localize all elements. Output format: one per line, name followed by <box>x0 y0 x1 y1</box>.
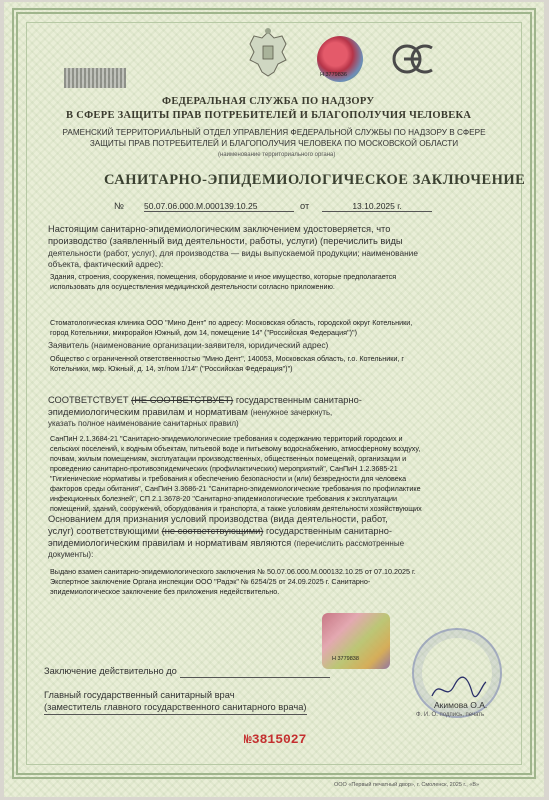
division-caption: (наименование территориального органа) <box>218 152 336 158</box>
validity-line <box>180 677 330 678</box>
signer-name: Акимова О.А. <box>434 700 488 710</box>
signer-title-deputy: (заместитель главного государственного санитарного врача) <box>44 702 307 715</box>
agency-line-2: В СФЕРЕ ЗАЩИТЫ ПРАВ ПОТРЕБИТЕЛЕЙ И БЛАГОПОЛУЧИЯ ЧЕЛОВЕКА <box>66 110 472 121</box>
date-label: от <box>300 201 310 211</box>
certificate-date: 13.10.2025 г. <box>322 201 432 212</box>
document-title: САНИТАРНО-ЭПИДЕМИОЛОГИЧЕСКОЕ ЗАКЛЮЧЕНИЕ <box>104 172 526 188</box>
serial-number: №3815027 <box>244 732 307 747</box>
signer-caption: Ф. И. О. подпись, печать <box>416 712 485 718</box>
printer-info: ООО «Первый печатный двор», г. Смоленск, 2025 г., «В» <box>334 782 480 788</box>
certificate-number: 50.07.06.000.М.000139.10.25 <box>144 201 294 212</box>
certificate-sheet: Н 3779836 ФЕДЕРАЛЬНАЯ СЛУЖБА ПО НАДЗОРУ В СФЕРЕ ЗАЩИТЫ ПРАВ ПОТРЕБИТЕЛЕЙ И БЛАГОПОЛУЧИЯ ЧЕЛОВЕКА РАМЕНСКИЙ ТЕРРИТОРИАЛЬНЫЙ ОТДЕЛ УПРАВЛЕНИЯ ФЕДЕРАЛЬНОЙ СЛУЖБЫ ПО НАДЗОРУ В СФЕРЕ ЗАЩИТЫ ПРАВ ПОТРЕБИТЕЛЕЙ И БЛАГОПОЛУЧИЯ ЧЕЛОВЕКА ПО МОСКОВСКОЙ ОБЛАСТИ (наименование территориального органа) САНИТАРНО-ЭПИДЕМИОЛОГИЧЕСКОЕ ЗАКЛЮЧЕНИЕ № 50.07.06.000.М.000139.10.25 от 13.10.2025 г. Настоящим санитарно-эпидемиологическим заключением удостоверяется, что производство (заявленный вид деятельности, работы, услуги) (перечислить виды деятельности (работ, услуг), для производства — виды выпускаемой продукции; наименование объекта, фактический адрес): Здания, строения, сооружения, помещения, оборудование и иное имущество, которые предполагается использовать для осуществления медицинской деятельности согласно приложению. Стоматологическая клиника ООО "Мино Дент" по адресу: Московская область, городской округ Котельники, город Котельники, микрорайон Южный, дом 14, помещение 14" ("Российская Федерация")") Заявитель (наименование организации-заявителя, юридический адрес) Общество с ограниченной ответственностью "Мино Дент", 140053, Московская область, г.о. Котельники, г Котельники, мкр. Южный, д. 14, эт/пом 1/14" ("Российская Федерация")") СООТВЕТСТВУЕТ (НЕ СООТВЕТСТВУЕТ) государственным санитарно- эпидемиологическим правилам и нормативам (ненужное зачеркнуть, указать полное наименование санитарных правил) СанПиН 2.1.3684-21 "Санитарно-эпидемиологические требования к содержанию территорий городских и сельских поселений, к водным объектам, питьевой воде и питьевому водоснабжению, атмосферному воздуху, почвам, жилым помещениям, эксплуатации производственных, общественных помещений, организации и проведению санитарно-противоэпидемических (профилактических) мероприятий", СанПиН 1.2.3685-21 "Гигиенические нормативы и требования к обеспечению безопасности и (или) безвредности для человека факторов среды обитания", СанПиН 3.3686-21 "Санитарно-эпидемиологические требования по профилактике инфекционных болезней", СП 2.1.3678-20 "Санитарно-эпидемиологические требования к эксплуатации помещений, зданий, сооружений, оборудования и транспорта, а также условиям деятельности хозяйствующих Основанием для признания условий производства (вида деятельности, работ, услуг) соответствующими (не соответствующими) государственным санитарно- эпидемиологическим правилам и нормативам являются (перечислить рассмотренные документы): Выдано взамен санитарно-эпидемиологического заключения № 50.07.06.000.М.000132.10.25 от 07.10.2025 г. Экспертное заключение Органа инспекции ООО "Радэк" № 6254/25 от 24.09.2025 г. Санитарно- эпидемиологическое заключение без приложения недействительно. Н 3779838 Заключение действительно до Главный государственный санитарный врач (заместитель главного государственного санитарного врача) Акимова О.А. Ф. И. О. подпись, печать №3815027 ООО «Первый печатный двор», г. Смоленск, 2025 г., «В» <box>4 2 544 797</box>
certification-mark-icon <box>390 42 438 76</box>
division-line-1: РАМЕНСКИЙ ТЕРРИТОРИАЛЬНЫЙ ОТДЕЛ УПРАВЛЕНИЯ ФЕДЕРАЛЬНОЙ СЛУЖБЫ ПО НАДЗОРУ В СФЕРЕ <box>62 128 486 137</box>
hologram-code: Н 3779836 <box>320 72 347 78</box>
agency-line-1: ФЕДЕРАЛЬНАЯ СЛУЖБА ПО НАДЗОРУ <box>162 96 375 107</box>
signer-title: Главный государственный санитарный врач <box>44 690 235 700</box>
applicant-label: Заявитель (наименование организации-заявителя, юридический адрес) <box>48 340 329 350</box>
hologram2-code: Н 3779838 <box>332 656 359 662</box>
validity-label: Заключение действительно до <box>44 666 177 676</box>
coat-of-arms-icon <box>244 26 292 80</box>
division-line-2: ЗАЩИТЫ ПРАВ ПОТРЕБИТЕЛЕЙ И БЛАГОПОЛУЧИЯ ЧЕЛОВЕКА ПО МОСКОВСКОЙ ОБЛАСТИ <box>89 139 459 148</box>
security-pattern <box>64 68 126 88</box>
number-label: № <box>114 201 124 211</box>
